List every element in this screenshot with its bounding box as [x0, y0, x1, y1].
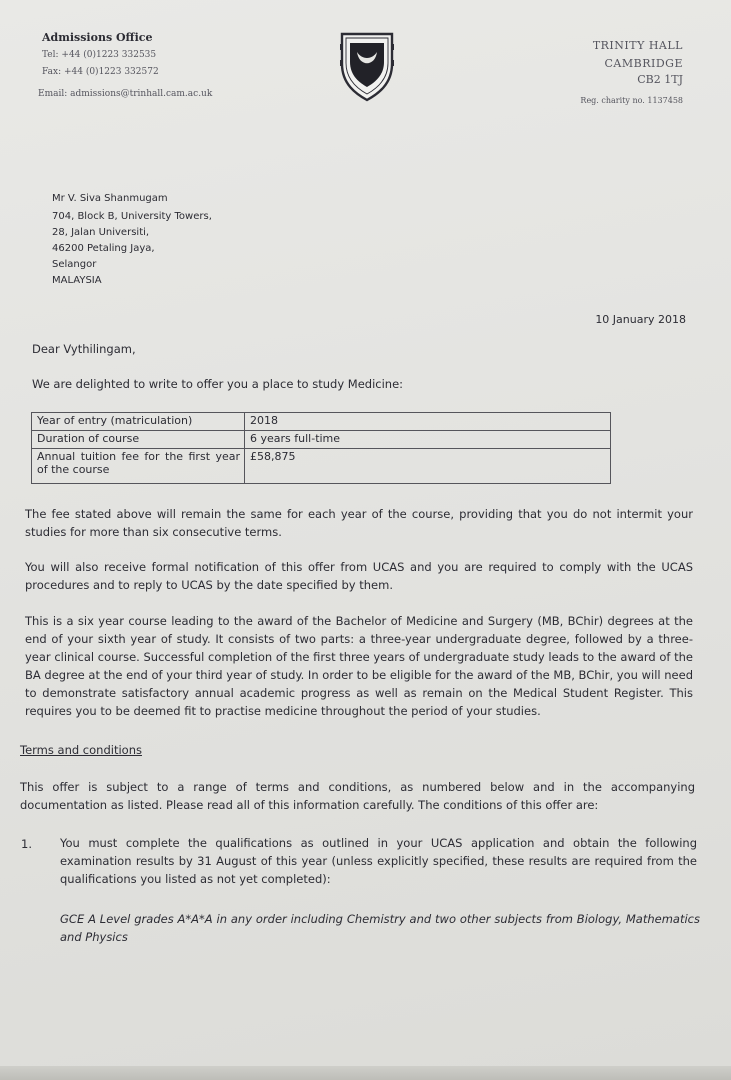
condition-paragraph: You must complete the qualifications as outlined in your UCAS application and obtain the following examination results by 31 August of this year (unless explicitly specified, these results are required from the qualifications you listed as not yet completed):	[60, 836, 697, 886]
letter-date: 10 January 2018	[595, 313, 686, 326]
address-line: 28, Jalan Universiti,	[52, 227, 150, 238]
condition-number: 1.	[21, 837, 32, 851]
grade-requirements: GCE A Level grades A*A*A in any order including Chemistry and two other subjects from Biology, Mathematics and Physics	[60, 912, 700, 944]
address-line: 46200 Petaling Jaya,	[52, 243, 155, 254]
table-row	[32, 413, 611, 431]
table-value: 6 years full-time	[245, 431, 611, 449]
table-label: Year of entry (matriculation)	[32, 413, 245, 431]
address-line: 704, Block B, University Towers,	[52, 211, 212, 222]
table-label: Duration of course	[32, 431, 245, 449]
terms-heading: Terms and conditions	[20, 743, 142, 757]
telephone-number: Tel: +44 (0)1223 332535	[42, 50, 157, 60]
charity-number: Reg. charity no. 1137458	[580, 96, 683, 105]
email-address: Email: admissions@trinhall.cam.ac.uk	[38, 89, 213, 99]
table-value: £58,875	[245, 449, 611, 484]
fax-number: Fax: +44 (0)1223 332572	[42, 67, 159, 77]
fee-paragraph: The fee stated above will remain the same for each year of the course, providing that you do not intermit your studies for more than six consecutive terms.	[25, 507, 693, 539]
college-city: CAMBRIDGE	[604, 57, 683, 70]
college-postcode: CB2 1TJ	[637, 73, 683, 86]
salutation: Dear Vythilingam,	[32, 342, 136, 356]
ucas-paragraph: You will also receive formal notification of this offer from UCAS and you are required to comply with the UCAS procedures and to reply to UCAS by the date specified by them.	[25, 560, 693, 592]
table-row	[32, 431, 611, 449]
terms-intro-paragraph: This offer is subject to a range of terms and conditions, as numbered below and in the accompanying documentation as listed. Please read all of this information carefully. The conditions of this offer are:	[20, 780, 695, 812]
address-line: MALAYSIA	[52, 275, 102, 286]
offer-intro: We are delighted to write to offer you a place to study Medicine:	[32, 377, 404, 391]
address-line: Selangor	[52, 259, 97, 270]
admissions-office-title: Admissions Office	[42, 31, 153, 44]
table-row	[32, 449, 611, 484]
course-paragraph: This is a six year course leading to the award of the Bachelor of Medicine and Surgery (MB, BChir) degrees at the end of your sixth year of study. It consists of two parts: a three-year undergraduate degree, followed by a three-year clinical course. Successful completion of the first three years of undergraduate study leads to the award of the BA degree at the end of your third year of study. In order to be eligible for the award of the MB, BChir, you will need to demonstrate satisfactory annual academic progress as well as remain on the Medical Student Register. This requires you to be deemed fit to practise medicine throughout the period of your studies.	[25, 614, 693, 718]
offer-details-table	[31, 412, 611, 484]
address-line: Mr V. Siva Shanmugam	[52, 193, 168, 204]
college-crest-logo	[336, 30, 398, 102]
table-value: 2018	[245, 413, 611, 431]
table-label: Annual tuition fee for the first year of the course	[32, 449, 245, 484]
college-name: TRINITY HALL	[592, 39, 683, 52]
